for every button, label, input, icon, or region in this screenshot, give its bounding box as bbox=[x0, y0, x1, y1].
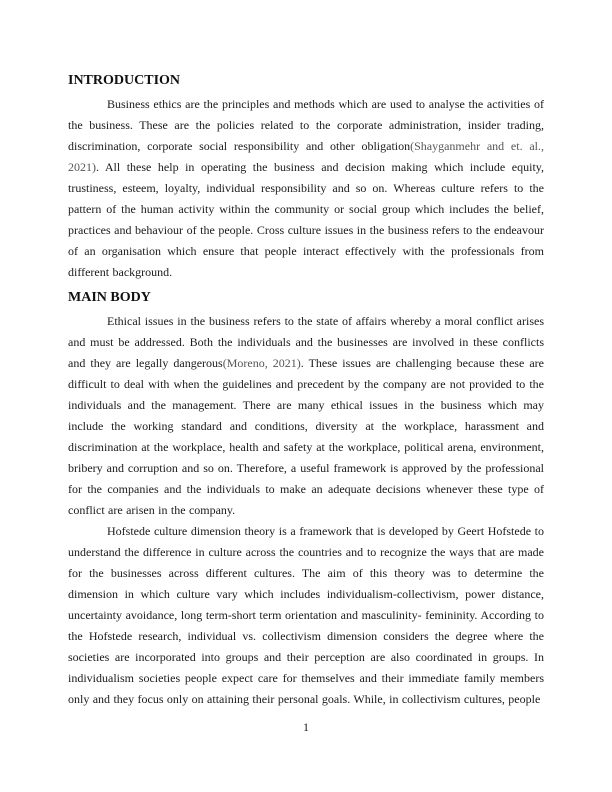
citation-shayganmehr: (Shayganmehr and et. al., 2021) bbox=[68, 139, 544, 174]
main-body-heading: MAIN BODY bbox=[68, 290, 151, 305]
paragraph-text: Hofstede culture dimension theory is a framework that is developed by Geert Hofstede to understand the difference in culture across the countries and to recognize the ways that are made for the businesses across different cultures. The aim of this theory was to determine the dimension in which culture vary which includes individualism-collectivism, power distance, uncertainty avoidance, long term-short term orientation and masculinity- femininity. According to the Hofstede research, individual vs. collectivism dimension considers the degree where the societies are incorporated into groups and their perception are also coordinated in groups. In individualism societies people expect care for themselves and their immediate family members only and they focus only on attaining their personal goals. While, in collectivism cultures, people bbox=[68, 524, 544, 706]
page-number: 1 bbox=[303, 720, 309, 734]
paragraph-intro bbox=[68, 94, 544, 283]
paragraph-hofstede bbox=[68, 521, 544, 710]
paragraph-text: Ethical issues in the business refers to the state of affairs whereby a moral conflict arises and must be addressed. Both the individuals and the businesses are involved in these conflicts and they are legally dangerous bbox=[68, 314, 544, 370]
section-main-body bbox=[68, 287, 544, 710]
paragraph-text: . All these help in operating the business and decision making which include equity, trustiness, esteem, loyalty, individual responsibility and so on. Whereas culture refers to the pattern of the human activity within the community or social group which includes the belief, practices and behaviour of the people. Cross culture issues in the business refers to the endeavour of an organisation which ensure that people interact effectively with the professionals from different background. bbox=[68, 160, 544, 279]
section-introduction bbox=[68, 70, 544, 283]
citation-moreno: (Moreno, 2021) bbox=[222, 356, 301, 370]
paragraph-text: Business ethics are the principles and methods which are used to analyse the activities of the business. These are the policies related to the corporate administration, insider trading, discrimination, corporate social responsibility and other obligation bbox=[68, 97, 544, 153]
introduction-heading: INTRODUCTION bbox=[68, 73, 181, 88]
paragraph-ethical-issues bbox=[68, 311, 544, 521]
paragraph-text: . These issues are challenging because these are difficult to deal with when the guidelines and precedent by the company are not provided to the individuals and the management. There are many ethical issues in the business which may include the working standard and conditions, diversity at the workplace, harassment and discrimination at the workplace, health and safety at the workplace, political arena, environment, bribery and corruption and so on. Therefore, a useful framework is approved by the professional for the companies and the individuals to make an adequate decisions whenever these type of conflict are arisen in the company. bbox=[68, 356, 544, 517]
